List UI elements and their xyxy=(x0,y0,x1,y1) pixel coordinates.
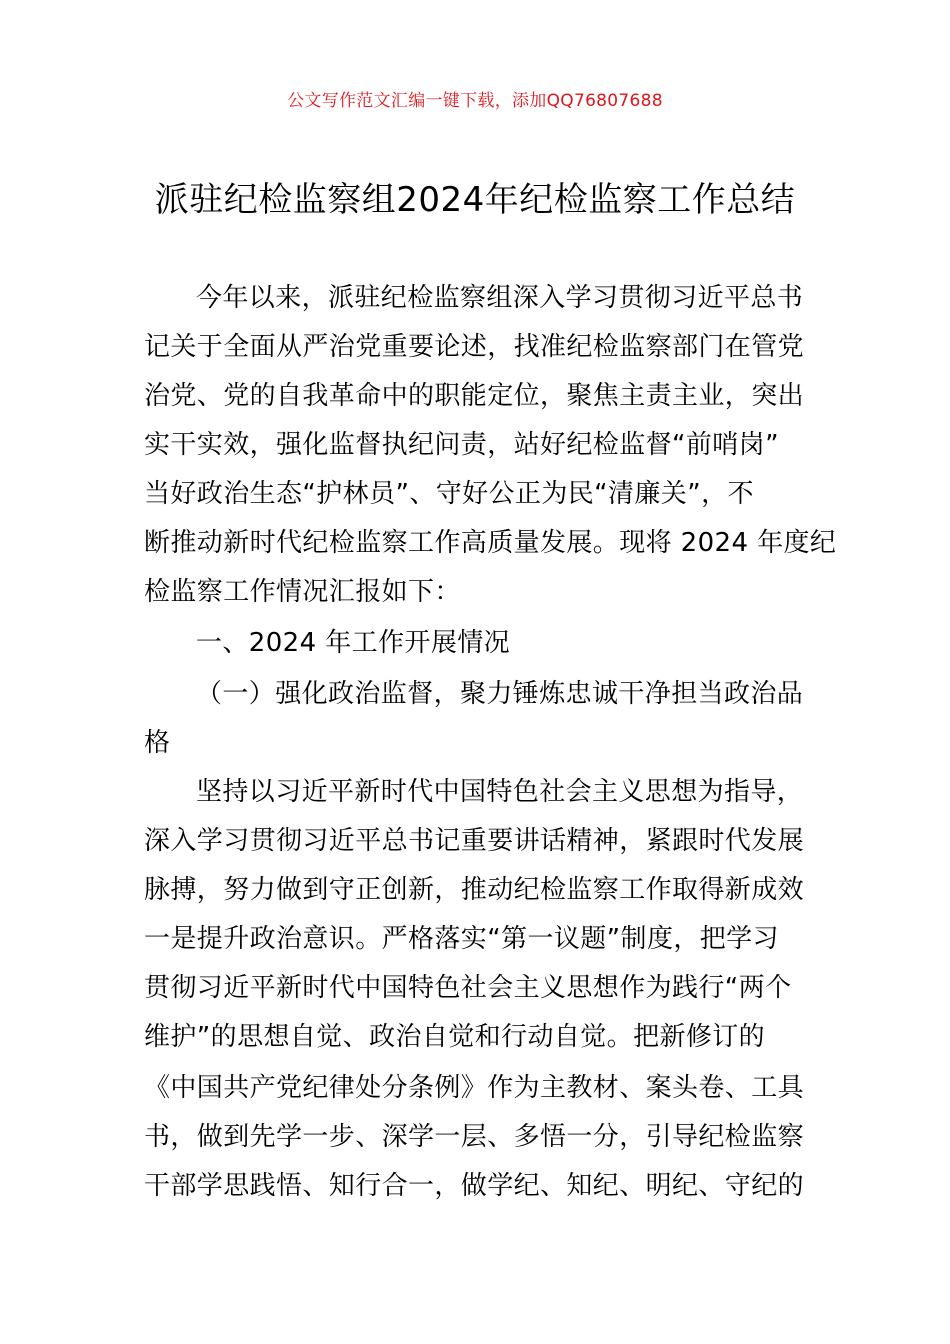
subsection-heading-cont: 格 xyxy=(144,728,171,758)
section-heading: 一、2024 年工作开展情况 xyxy=(196,628,511,658)
paragraph-line: 干部学思践悟、知行合一，做学纪、知纪、明纪、守纪的 xyxy=(144,1171,805,1201)
paragraph-line: 检监察工作情况汇报如下： xyxy=(144,577,461,607)
paragraph-line: 深入学习贯彻习近平总书记重要讲话精神，紧跟时代发展 xyxy=(144,826,805,856)
paragraph-line: 当好政治生态“护林员”、守好公正为民“清廉关”，不 xyxy=(144,479,754,509)
paragraph-line: 治党、党的自我革命中的职能定位，聚焦主责主业，突出 xyxy=(144,381,805,411)
paragraph-line: 一是提升政治意识。严格落实“第一议题”制度，把学习 xyxy=(144,924,779,954)
paragraph-line: 断推动新时代纪检监察工作高质量发展。现将 2024 年度纪 xyxy=(144,528,837,558)
paragraph-line: 书，做到先学一步、深学一层、多悟一分，引导纪检监察 xyxy=(144,1122,805,1152)
paragraph-line: 维护”的思想自觉、政治自觉和行动自觉。把新修订的 xyxy=(144,1022,766,1052)
paragraph-line: 脉搏，努力做到守正创新，推动纪检监察工作取得新成效 xyxy=(144,875,805,905)
paragraph-line: 坚持以习近平新时代中国特色社会主义思想为指导， xyxy=(196,777,804,807)
paragraph-line: 今年以来，派驻纪检监察组深入学习贯彻习近平总书 xyxy=(196,283,804,313)
paragraph-line: 记关于全面从严治党重要论述，找准纪检监察部门在管党 xyxy=(144,332,805,362)
paragraph-line: 实干实效，强化监督执纪问责，站好纪检监督“前哨岗” xyxy=(144,430,779,460)
document-title: 派驻纪检监察组2024年纪检监察工作总结 xyxy=(154,180,796,220)
paragraph-line: 贯彻习近平新时代中国特色社会主义思想作为践行“两个 xyxy=(144,973,792,1003)
watermark-banner: 公文写作范文汇编一键下载，添加QQ76807688 xyxy=(287,91,663,111)
paragraph-line: 《中国共产党纪律处分条例》作为主教材、案头卷、工具 xyxy=(144,1073,805,1103)
subsection-heading: （一）强化政治监督，聚力锤炼忠诚干净担当政治品 xyxy=(196,679,804,709)
